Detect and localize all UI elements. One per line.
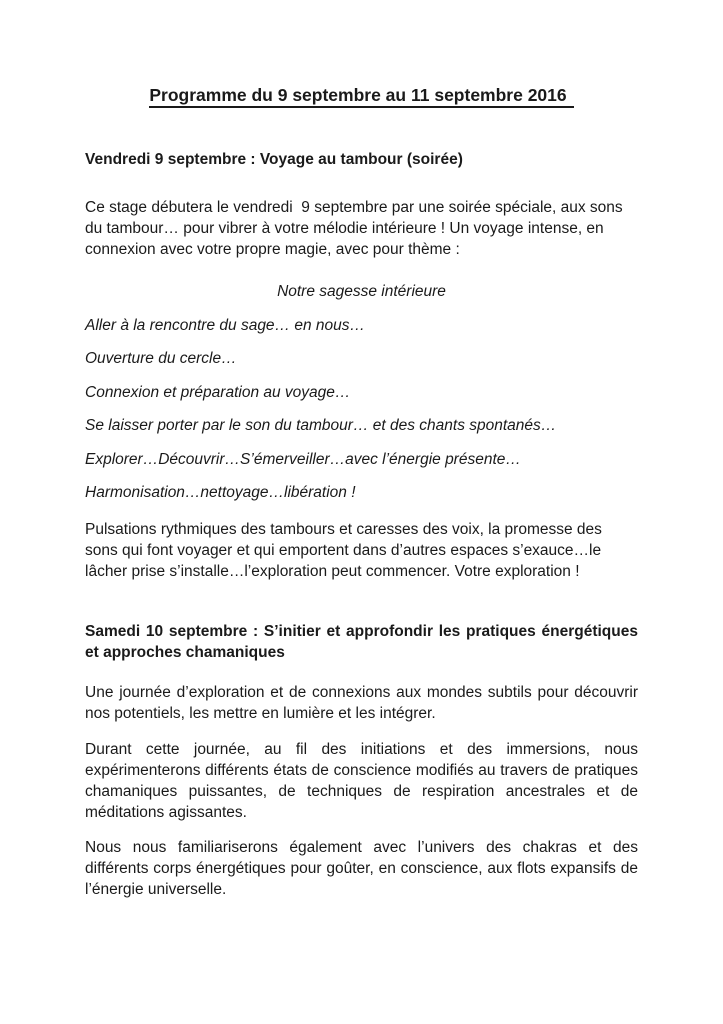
- program-line: Ouverture du cercle…: [85, 350, 237, 367]
- program-line: Aller à la rencontre du sage… en nous…: [85, 316, 366, 334]
- paragraph-samedi-2: Durant cette journée, au fil des initiations et des immersions, nous expérimenterons différents états de conscience modifiés au travers de pratiques chamaniques puissantes, de techniques de respiration ancestrales et de méditations agissantes.: [85, 741, 638, 821]
- theme-line: Notre sagesse intérieure: [277, 283, 446, 300]
- section-heading-vendredi: Vendredi 9 septembre : Voyage au tambour (soirée): [85, 151, 463, 168]
- paragraph-samedi-3: Nous nous familiariserons également avec l’univers des chakras et des différents corps énergétiques pour goûter, en conscience, aux flots expansifs de l’énergie universelle.: [85, 839, 638, 898]
- paragraph-samedi-1: Une journée d’exploration et de connexions aux mondes subtils pour découvrir nos potentiels, les mettre en lumière et les intégrer.: [85, 684, 638, 722]
- program-line: Explorer…Découvrir…S’émerveiller…avec l’énergie présente…: [85, 450, 521, 468]
- program-line: Connexion et préparation au voyage…: [85, 383, 351, 401]
- program-line: Harmonisation…nettoyage…libération !: [85, 484, 356, 501]
- paragraph-intro: Ce stage débutera le vendredi 9 septembre par une soirée spéciale, aux sons du tambour… pour vibrer à votre mélodie intérieure ! Un voyage intense, en connexion avec votre propre magie, avec pour thème :: [85, 199, 627, 258]
- document-title: [85, 84, 638, 106]
- document-title-text: Programme du 9 septembre au 11 septembre 2016: [149, 85, 573, 108]
- paragraph-pulsations: Pulsations rythmiques des tambours et caresses des voix, la promesse des sons qui font voyager et qui emportent dans d’autres espaces s’exauce…le lâcher prise s’installe…l’exploration peut commencer. Votre exploration !: [85, 521, 602, 580]
- section-heading-samedi: Samedi 10 septembre : S’initier et approfondir les pratiques énergétiques et approches chamaniques: [85, 623, 638, 661]
- program-line: Se laisser porter par le son du tambour… et des chants spontanés…: [85, 417, 557, 434]
